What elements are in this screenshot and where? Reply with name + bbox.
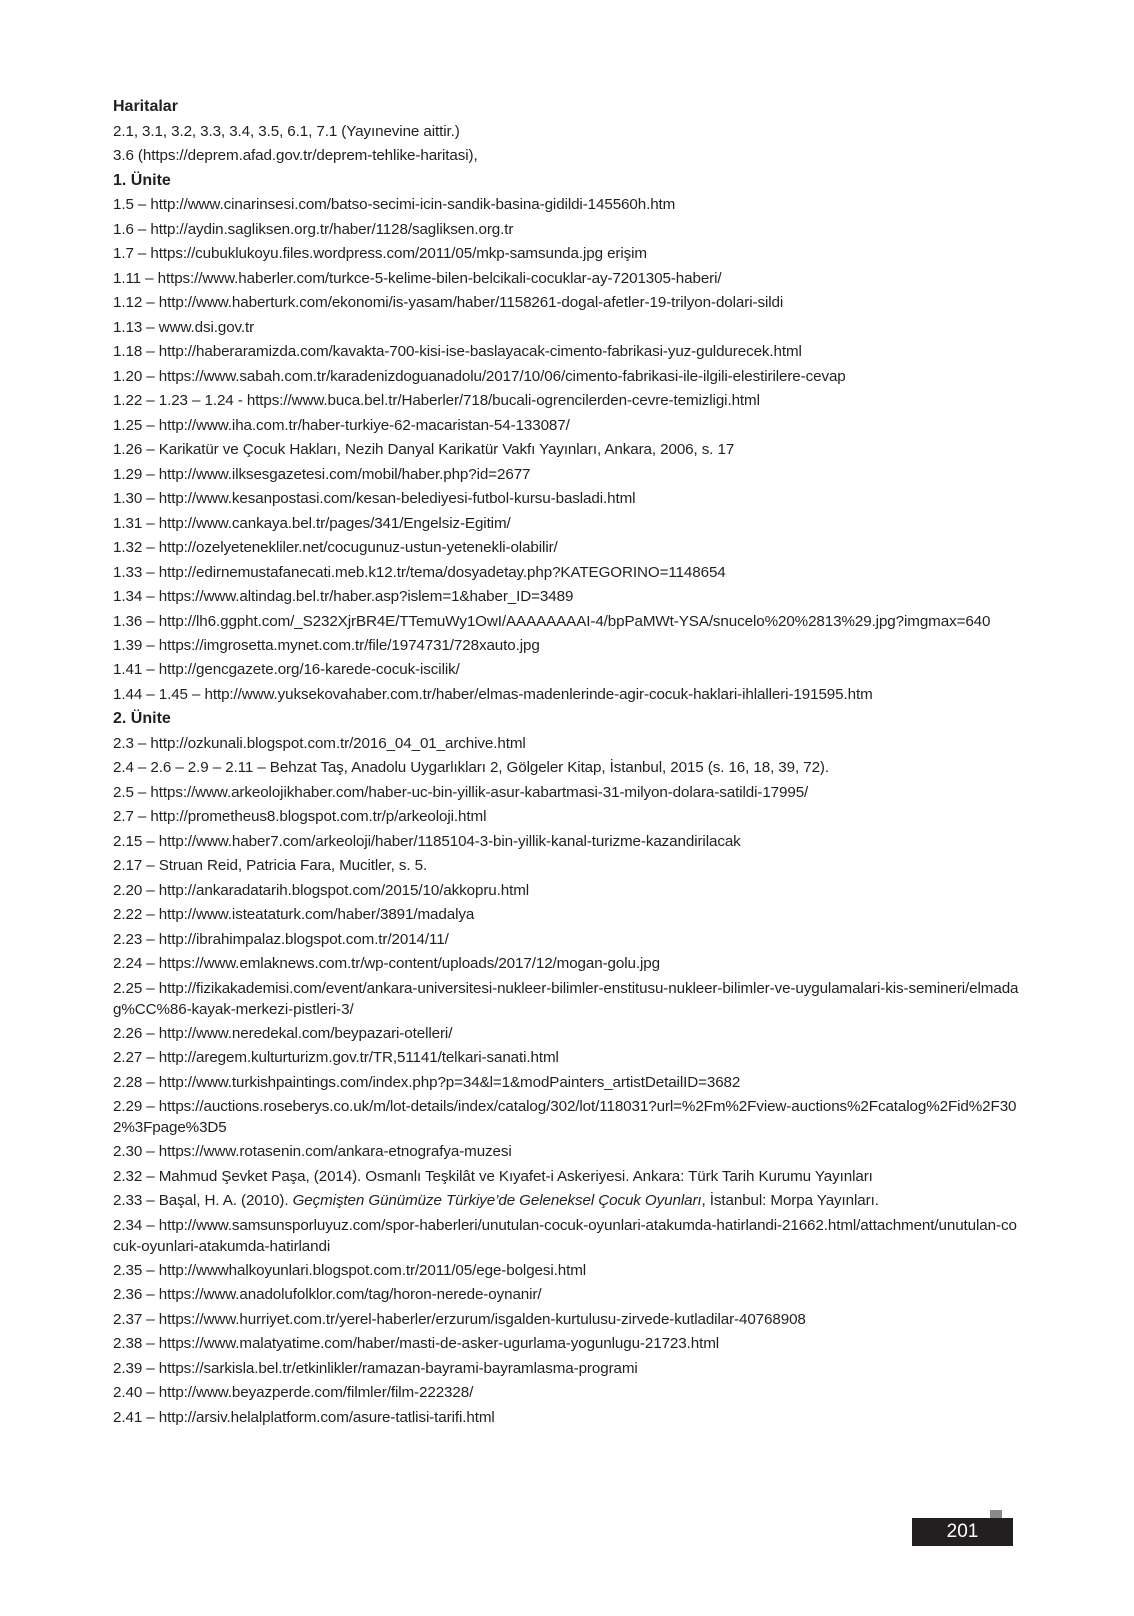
reference-line: 1.6 – http://aydin.sagliksen.org.tr/haber/1128/sagliksen.org.tr [113,220,514,238]
section-heading: Haritalar [113,98,178,115]
reference-line: 2.40 – http://www.beyazperde.com/filmler/film-222328/ [113,1384,474,1401]
reference-line: 1.33 – http://edirnemustafanecati.meb.k12.tr/tema/dosyadetay.php?KATEGORINO=1148654 [113,563,726,581]
reference-line: 2.28 – http://www.turkishpaintings.com/index.php?p=34&l=1&modPainters_artistDetailID=3682 [113,1073,741,1091]
reference-line: 1.22 – 1.23 – 1.24 - https://www.buca.bel.tr/Haberler/718/bucali-ogrencilerden-cevre-temizligi.html [113,392,760,409]
reference-line: 1.41 – http://gencgazete.org/16-karede-cocuk-iscilik/ [113,661,460,678]
reference-line: 2.36 – https://www.anadolufolklor.com/tag/horon-nerede-oynanir/ [113,1286,542,1303]
reference-line: 1.13 – www.dsi.gov.tr [113,318,255,336]
page-number: 201 [946,1521,979,1542]
reference-line: 2.15 – http://www.haber7.com/arkeoloji/haber/1185104-3-bin-yillik-kanal-turizme-kazandirilacak [113,832,741,850]
reference-line: 1.44 – 1.45 – http://www.yuksekovahaber.com.tr/haber/elmas-madenlerinde-agir-cocuk-haklari-ihlalleri-191595.htm [113,685,873,703]
reference-line: 2.4 – 2.6 – 2.9 – 2.11 – Behzat Taş, Anadolu Uygarlıkları 2, Gölgeler Kitap, İstanbul, 2015 (s. 16, 18, 39, 72). [113,759,830,776]
reference-line: 2.7 – http://prometheus8.blogspot.com.tr/p/arkeoloji.html [113,808,487,825]
reference-line: 1.34 – https://www.altindag.bel.tr/haber.asp?islem=1&haber_ID=3489 [113,588,574,605]
reference-line: 1.12 – http://www.haberturk.com/ekonomi/is-yasam/haber/1158261-dogal-afetler-19-trilyon-dolari-sildi [113,294,784,311]
reference-line: 2.30 – https://www.rotasenin.com/ankara-etnografya-muzesi [113,1143,512,1160]
reference-title: Geçmişten Günümüze Türkiye’de Geleneksel Çocuk Oyunları [292,1192,702,1209]
reference-line: 2.29 – https://auctions.roseberys.co.uk/m/lot-details/index/catalog/302/lot/118031?url=%2Fm%2Fview-auctions%2Fcatalog%2Fid%2F302%3Fpage%3D5 [113,1098,1017,1136]
reference-line [113,1189,1023,1214]
reference-line: 2.37 – https://www.hurriyet.com.tr/yerel-haberler/erzurum/isgalden-kurtulusu-zirvede-kutladilar-40768908 [113,1310,806,1328]
references-list [113,95,1023,1430]
reference-line: 1.32 – http://ozelyetenekliler.net/cocugunuz-ustun-yetenekli-olabilir/ [113,539,558,556]
reference-line: 1.36 – http://lh6.ggpht.com/_S232XjrBR4E/TTemuWy1OwI/AAAAAAAAI-4/bpPaMWt-YSA/snucelo%20%2813%29.jpg?imgmax=640 [113,612,991,630]
section-heading: 2. Ünite [113,710,171,727]
reference-text: , İstanbul: Morpa Yayınları. [701,1192,879,1209]
reference-line: 2.20 – http://ankaradatarih.blogspot.com/2015/10/akkopru.html [113,881,530,899]
reference-line: 1.39 – https://imgrosetta.mynet.com.tr/file/1974731/728xauto.jpg [113,636,540,654]
reference-line: 2.35 – http://wwwhalkoyunlari.blogspot.com.tr/2011/05/ege-bolgesi.html [113,1261,587,1279]
reference-line: 2.22 – http://www.isteataturk.com/haber/3891/madalya [113,906,475,923]
reference-line: 1.18 – http://haberaramizda.com/kavakta-700-kisi-ise-baslayacak-cimento-fabrikasi-yuz-guldurecek.html [113,343,802,360]
reference-line: 2.25 – http://fizikakademisi.com/event/ankara-universitesi-nukleer-bilimler-enstitusu-nukleer-bilimler-ve-uygulamalari-kis-semineri/elmadag%CC%86-kayak-merkezi-pistleri-3/ [113,979,1019,1018]
reference-text: 2.33 – Başal, H. A. (2010). [113,1192,293,1209]
reference-line: 3.6 (https://deprem.afad.gov.tr/deprem-tehlike-haritasi), [113,147,478,164]
reference-line: 1.29 – http://www.ilksesgazetesi.com/mobil/haber.php?id=2677 [113,465,531,483]
reference-line: 1.7 – https://cubuklukoyu.files.wordpress.com/2011/05/mkp-samsunda.jpg erişim [113,245,647,262]
reference-line: 1.11 – https://www.haberler.com/turkce-5-kelime-bilen-belcikali-cocuklar-ay-7201305-haberi/ [113,269,722,287]
reference-line: 2.38 – https://www.malatyatime.com/haber/masti-de-asker-ugurlama-yogunlugu-21723.html [113,1335,720,1352]
reference-line: 1.5 – http://www.cinarinsesi.com/batso-secimi-icin-sandik-basina-gidildi-145560h.htm [113,196,676,213]
reference-line: 2.32 – Mahmud Şevket Paşa, (2014). Osmanlı Teşkilât ve Kıyafet-i Askeriyesi. Ankara: Türk Tarih Kurumu Yayınları [113,1167,873,1185]
section-heading: 1. Ünite [113,171,171,189]
reference-line: 2.5 – https://www.arkeolojikhaber.com/haber-uc-bin-yillik-asur-kabartmasi-31-milyon-dolara-satildi-17995/ [113,783,809,801]
reference-line: 2.1, 3.1, 3.2, 3.3, 3.4, 3.5, 6.1, 7.1 (Yayınevine aittir.) [113,122,460,140]
reference-line: 1.25 – http://www.iha.com.tr/haber-turkiye-62-macaristan-54-133087/ [113,416,570,434]
reference-line: 1.26 – Karikatür ve Çocuk Hakları, Nezih Danyal Karikatür Vakfı Yayınları, Ankara, 2006, s. 17 [113,441,735,458]
reference-line: 2.39 – https://sarkisla.bel.tr/etkinlikler/ramazan-bayrami-bayramlasma-programi [113,1359,638,1377]
reference-line: 1.31 – http://www.cankaya.bel.tr/pages/341/Engelsiz-Egitim/ [113,514,511,532]
reference-line: 1.30 – http://www.kesanpostasi.com/kesan-belediyesi-futbol-kursu-basladi.html [113,490,636,507]
reference-line: 2.3 – http://ozkunali.blogspot.com.tr/2016_04_01_archive.html [113,734,526,752]
reference-line: 2.27 – http://aregem.kulturturizm.gov.tr/TR,51141/telkari-sanati.html [113,1049,559,1066]
reference-line: 2.26 – http://www.neredekal.com/beypazari-otelleri/ [113,1024,453,1042]
reference-line: 2.17 – Struan Reid, Patricia Fara, Mucitler, s. 5. [113,857,428,874]
reference-line: 2.23 – http://ibrahimpalaz.blogspot.com.tr/2014/11/ [113,930,449,948]
reference-line: 1.20 – https://www.sabah.com.tr/karadenizdoguanadolu/2017/10/06/cimento-fabrikasi-ile-ilgili-elestirilere-cevap [113,367,846,385]
reference-line: 2.34 – http://www.samsunsporluyuz.com/spor-haberleri/unutulan-cocuk-oyunlari-atakumda-hatirlandi-21662.html/attachment/unutulan-cocuk-oyunlari-atakumda-hatirlandi [113,1216,1017,1255]
reference-line: 2.24 – https://www.emlaknews.com.tr/wp-content/uploads/2017/12/mogan-golu.jpg [113,955,660,972]
reference-line: 2.41 – http://arsiv.helalplatform.com/asure-tatlisi-tarifi.html [113,1408,495,1426]
